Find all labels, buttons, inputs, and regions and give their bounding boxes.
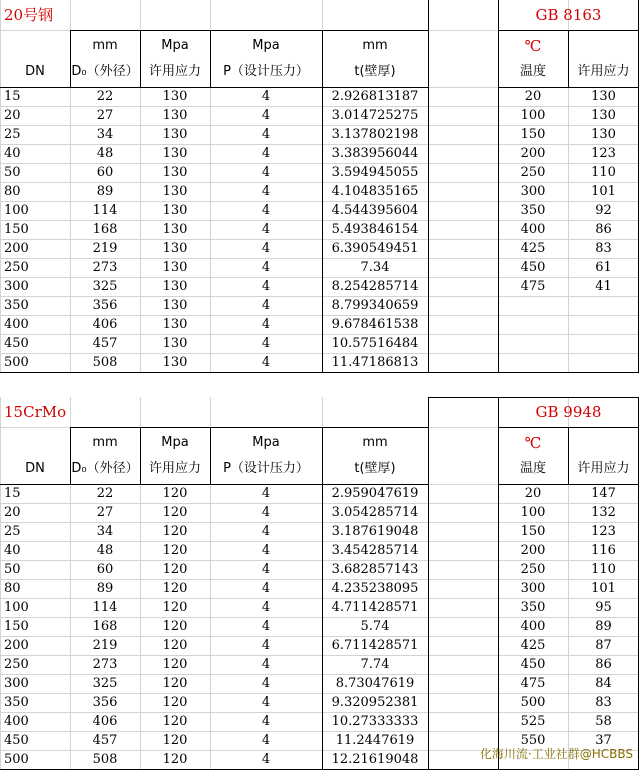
temp-table-cell: 400: [520, 222, 546, 237]
table-cell: 350: [4, 298, 29, 313]
table-cell: 4: [261, 241, 271, 256]
table-cell: 4: [261, 600, 271, 615]
table-cell: 3.594945055: [331, 165, 419, 180]
temp-table-cell: 110: [591, 165, 616, 180]
material-title: 20号钢: [4, 6, 54, 24]
table-cell: 8.799340659: [331, 298, 419, 313]
table-cell: 11.2447619: [335, 733, 415, 748]
temp-table-cell: 95: [595, 600, 612, 615]
table-cell: 20: [4, 108, 21, 123]
table-cell: 130: [162, 203, 188, 218]
temp-table-cell: 475: [520, 676, 546, 691]
header-unit: mm: [362, 38, 388, 53]
table-cell: 4: [261, 619, 271, 634]
temp-table-cell: 116: [591, 543, 616, 558]
table-cell: 50: [4, 165, 21, 180]
table-cell: 4: [261, 108, 271, 123]
table-cell: 350: [4, 695, 29, 710]
table-cell: 400: [4, 317, 29, 332]
column-header: t(壁厚): [354, 64, 396, 79]
table-cell: 130: [162, 355, 188, 370]
temp-table-cell: 300: [520, 184, 546, 199]
table-cell: 4: [261, 695, 271, 710]
table-cell: 300: [4, 279, 29, 294]
table-cell: 4.711428571: [331, 600, 419, 615]
table-cell: 12.21619048: [331, 752, 419, 767]
table-cell: 450: [4, 336, 29, 351]
table-cell: 120: [162, 486, 188, 501]
temp-table-cell: 250: [520, 562, 546, 577]
table-cell: 48: [96, 146, 114, 161]
table-cell: 120: [162, 752, 188, 767]
table-cell: 120: [162, 505, 188, 520]
table-cell: 3.014725275: [331, 108, 419, 123]
table-cell: 508: [92, 752, 118, 767]
table-cell: 40: [4, 543, 21, 558]
table-cell: 273: [92, 260, 118, 275]
temp-table-cell: 92: [595, 203, 612, 218]
table-cell: 9.678461538: [331, 317, 419, 332]
table-cell: 130: [162, 298, 188, 313]
temp-table-cell: 87: [595, 638, 612, 653]
temp-table-cell: 37: [595, 733, 612, 748]
table-cell: 273: [92, 657, 118, 672]
column-header: DN: [25, 64, 45, 79]
table-cell: 325: [92, 279, 118, 294]
table-cell: 60: [96, 562, 114, 577]
table-cell: 130: [162, 89, 188, 104]
temp-table-cell: 400: [520, 619, 546, 634]
table-cell: 4: [261, 203, 271, 218]
temp-table-cell: 250: [520, 165, 546, 180]
table-cell: 120: [162, 562, 188, 577]
table-cell: 500: [4, 355, 29, 370]
temp-table-cell: 41: [595, 279, 612, 294]
temp-table-cell: 58: [595, 714, 612, 729]
temp-table-cell: 130: [591, 127, 616, 142]
temp-table-cell: 61: [595, 260, 612, 275]
temp-table-cell: 450: [520, 260, 546, 275]
temp-table-cell: 150: [520, 524, 546, 539]
table-cell: 130: [162, 260, 188, 275]
temp-table-cell: 86: [595, 657, 612, 672]
table-cell: 34: [96, 127, 114, 142]
table-cell: 100: [4, 203, 29, 218]
table-cell: 3.454285714: [331, 543, 419, 558]
header-unit: [0, 34, 70, 58]
table-cell: 80: [4, 184, 21, 199]
table-cell: 4: [261, 752, 271, 767]
table-cell: 120: [162, 543, 188, 558]
table-cell: 4: [261, 524, 271, 539]
table-cell: 120: [162, 714, 188, 729]
table-cell: 150: [4, 619, 29, 634]
table-cell: 168: [92, 222, 118, 237]
temp-table-cell: 123: [591, 146, 616, 161]
table-cell: 4: [261, 638, 271, 653]
table-cell: 4: [261, 336, 271, 351]
temp-table-cell: 475: [520, 279, 546, 294]
table-cell: 4: [261, 317, 271, 332]
table-cell: 4: [261, 505, 271, 520]
table-cell: 4: [261, 581, 271, 596]
table-cell: 4: [261, 298, 271, 313]
table-cell: 250: [4, 657, 29, 672]
table-cell: 10.57516484: [331, 336, 419, 351]
temp-column-header: 许用应力: [577, 461, 630, 476]
temp-table-cell: 132: [591, 505, 616, 520]
table-cell: 406: [92, 714, 118, 729]
table-cell: 120: [162, 657, 188, 672]
temp-table-cell: 101: [591, 184, 616, 199]
table-cell: 130: [162, 184, 188, 199]
table-cell: 130: [162, 317, 188, 332]
table-cell: 4: [261, 543, 271, 558]
table-cell: 356: [92, 298, 118, 313]
table-cell: 4: [261, 657, 271, 672]
temp-table-cell: 84: [595, 676, 612, 691]
table-cell: 4: [261, 165, 271, 180]
table-cell: 4: [261, 676, 271, 691]
temp-table-cell: 130: [591, 89, 616, 104]
table-cell: 50: [4, 562, 21, 577]
column-header: D₀（外径）: [71, 461, 139, 476]
table-cell: 114: [92, 203, 118, 218]
table-cell: 4: [261, 146, 271, 161]
table-cell: 120: [162, 638, 188, 653]
temp-column-header: 温度: [519, 64, 546, 79]
table-cell: 150: [4, 222, 29, 237]
column-header: 许用应力: [148, 64, 201, 79]
table-cell: 457: [92, 733, 118, 748]
table-cell: 40: [4, 146, 21, 161]
table-cell: 6.390549451: [331, 241, 419, 256]
table-cell: 89: [96, 581, 114, 596]
table-cell: 114: [92, 600, 118, 615]
temp-table-cell: 450: [520, 657, 546, 672]
table-cell: 4: [261, 279, 271, 294]
column-header: P（设计压力）: [223, 461, 309, 476]
table-cell: 300: [4, 676, 29, 691]
temp-table-cell: 350: [520, 600, 546, 615]
table-cell: 15: [4, 486, 21, 501]
column-header: P（设计压力）: [223, 64, 309, 79]
temp-unit: ℃: [524, 37, 542, 55]
table-cell: 22: [96, 486, 114, 501]
temp-table-cell: 101: [591, 581, 616, 596]
header-unit: mm: [92, 435, 118, 450]
temp-table-cell: 200: [520, 146, 546, 161]
table-cell: 120: [162, 733, 188, 748]
temp-table-cell: 20: [524, 486, 542, 501]
table-cell: 11.47186813: [331, 355, 419, 370]
table-cell: 219: [92, 638, 118, 653]
header-unit: Mpa: [252, 435, 280, 450]
table-cell: 20: [4, 505, 21, 520]
temp-table-cell: 100: [520, 108, 546, 123]
header-unit: [0, 431, 70, 455]
table-cell: 168: [92, 619, 118, 634]
table-cell: 48: [96, 543, 114, 558]
table-cell: 8.73047619: [335, 676, 415, 691]
table-cell: 15: [4, 89, 21, 104]
table-cell: 6.711428571: [331, 638, 419, 653]
table-cell: 3.054285714: [331, 505, 419, 520]
header-unit: Mpa: [161, 435, 189, 450]
temp-column-header: 许用应力: [577, 64, 630, 79]
column-header: DN: [25, 461, 45, 476]
table-cell: 4: [261, 562, 271, 577]
column-header: 许用应力: [148, 461, 201, 476]
table-cell: 3.187619048: [331, 524, 419, 539]
temp-column-header: 温度: [519, 461, 546, 476]
temp-table-cell: 86: [595, 222, 612, 237]
table-cell: 80: [4, 581, 21, 596]
table-cell: 3.137802198: [331, 127, 419, 142]
table-cell: 4: [261, 184, 271, 199]
table-cell: 508: [92, 355, 118, 370]
temp-table-cell: 89: [595, 619, 612, 634]
table-cell: 5.74: [360, 619, 390, 634]
table-cell: 4: [261, 714, 271, 729]
column-header: t(壁厚): [354, 461, 396, 476]
table-cell: 10.27333333: [331, 714, 419, 729]
table-cell: 500: [4, 752, 29, 767]
table-cell: 356: [92, 695, 118, 710]
table-cell: 4: [261, 127, 271, 142]
table-cell: 4.104835165: [331, 184, 419, 199]
table-cell: 250: [4, 260, 29, 275]
standard-title: GB 8163: [535, 6, 602, 24]
temp-table-cell: 83: [595, 241, 612, 256]
table-cell: 450: [4, 733, 29, 748]
table-cell: 200: [4, 638, 29, 653]
temp-table-cell: 20: [524, 89, 542, 104]
temp-table-cell: 300: [520, 581, 546, 596]
table-cell: 60: [96, 165, 114, 180]
table-cell: 130: [162, 241, 188, 256]
table-cell: 4.544395604: [331, 203, 419, 218]
table-cell: 120: [162, 619, 188, 634]
header-unit: mm: [362, 435, 388, 450]
table-cell: 100: [4, 600, 29, 615]
table-cell: 200: [4, 241, 29, 256]
table-cell: 27: [96, 505, 114, 520]
table-cell: 130: [162, 165, 188, 180]
temp-table-cell: 100: [520, 505, 546, 520]
standard-title: GB 9948: [535, 403, 602, 421]
temp-unit: ℃: [524, 434, 542, 452]
temp-table-cell: 110: [591, 562, 616, 577]
temp-table-cell: 350: [520, 203, 546, 218]
table-cell: 120: [162, 524, 188, 539]
table-cell: 3.383956044: [331, 146, 419, 161]
header-unit: Mpa: [161, 38, 189, 53]
temp-table-cell: 425: [520, 241, 546, 256]
table-cell: 5.493846154: [331, 222, 419, 237]
table-cell: 130: [162, 336, 188, 351]
temp-table-cell: 500: [520, 695, 546, 710]
table-cell: 7.34: [360, 260, 390, 275]
table-cell: 3.682857143: [331, 562, 419, 577]
table-cell: 4: [261, 260, 271, 275]
table-cell: 130: [162, 279, 188, 294]
table-cell: 219: [92, 241, 118, 256]
temp-table-cell: 525: [520, 714, 546, 729]
table-cell: 4.235238095: [331, 581, 419, 596]
table-cell: 2.926813187: [331, 89, 419, 104]
table-cell: 406: [92, 317, 118, 332]
table-cell: 89: [96, 184, 114, 199]
header-unit: Mpa: [252, 38, 280, 53]
table-cell: 4: [261, 222, 271, 237]
table-cell: 120: [162, 581, 188, 596]
table-cell: 4: [261, 89, 271, 104]
table-cell: 325: [92, 676, 118, 691]
table-cell: 130: [162, 146, 188, 161]
watermark: 化海川流·工业社群@HCBBS: [479, 747, 633, 761]
table-cell: 25: [4, 127, 21, 142]
table-cell: 4: [261, 355, 271, 370]
table-cell: 130: [162, 127, 188, 142]
table-cell: 457: [92, 336, 118, 351]
table-cell: 22: [96, 89, 114, 104]
table-cell: 120: [162, 695, 188, 710]
table-cell: 8.254285714: [331, 279, 419, 294]
temp-table-cell: 200: [520, 543, 546, 558]
table-cell: 4: [261, 486, 271, 501]
temp-table-cell: 83: [595, 695, 612, 710]
temp-table-cell: 550: [520, 733, 546, 748]
table-cell: 130: [162, 108, 188, 123]
table-cell: 400: [4, 714, 29, 729]
temp-table-cell: 150: [520, 127, 546, 142]
temp-table-cell: 147: [591, 486, 616, 501]
table-cell: 34: [96, 524, 114, 539]
temp-table-cell: 425: [520, 638, 546, 653]
table-cell: 7.74: [360, 657, 390, 672]
column-header: D₀（外径）: [71, 64, 139, 79]
table-cell: 4: [261, 733, 271, 748]
header-unit: mm: [92, 38, 118, 53]
temp-table-cell: 130: [591, 108, 616, 123]
table-cell: 9.320952381: [331, 695, 419, 710]
temp-table-cell: 123: [591, 524, 616, 539]
table-cell: 120: [162, 600, 188, 615]
table-cell: 27: [96, 108, 114, 123]
material-title: 15CrMo: [4, 403, 67, 421]
table-cell: 130: [162, 222, 188, 237]
table-cell: 120: [162, 676, 188, 691]
table-cell: 2.959047619: [331, 486, 419, 501]
table-cell: 25: [4, 524, 21, 539]
